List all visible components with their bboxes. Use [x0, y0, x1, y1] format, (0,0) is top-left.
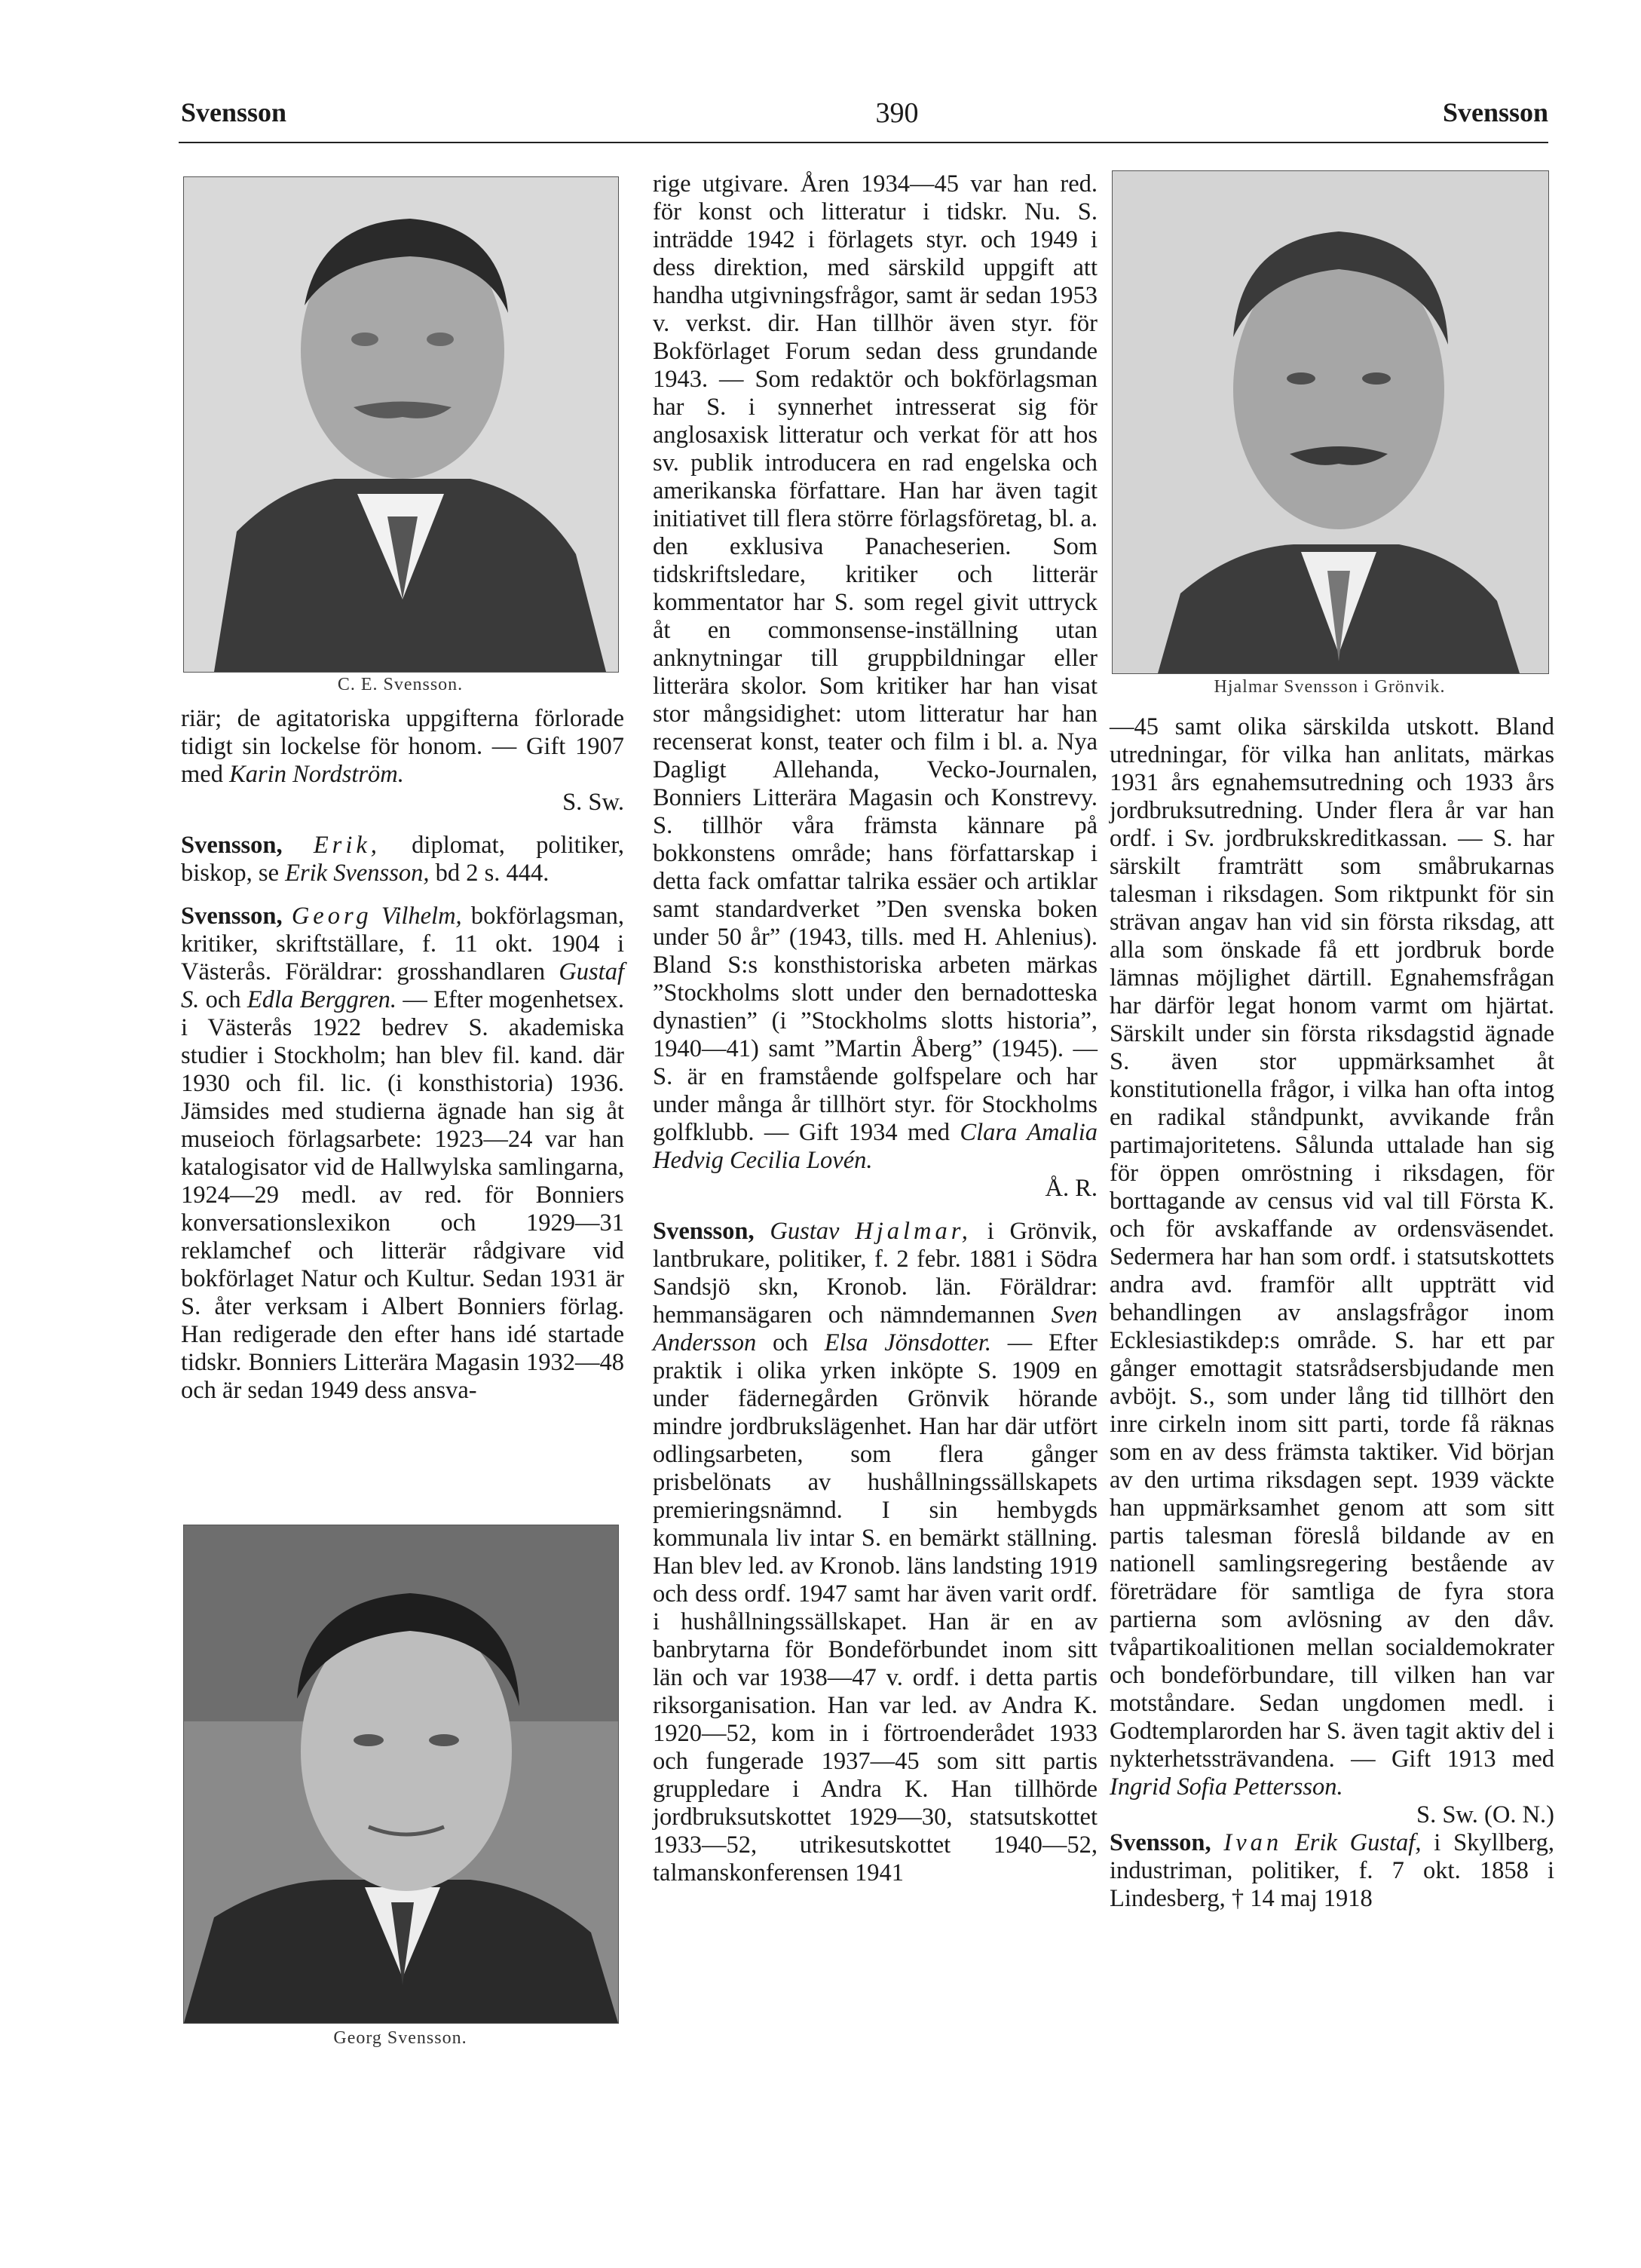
entry-headword: Svensson,: [181, 903, 283, 930]
entry-georg-svensson: [181, 903, 624, 1405]
entry-hjalmar-svensson: [653, 1218, 1098, 1887]
signature: S. Sw.: [562, 789, 624, 816]
cross-reference: Erik Svensson,: [285, 860, 430, 887]
entry-ivan-svensson: [1110, 1829, 1554, 1913]
mother-name: Edla Berggren.: [246, 986, 397, 1013]
photo-caption-georg-svensson: Georg Svensson.: [333, 2028, 467, 2048]
entry-text: bd 2 s. 444.: [429, 860, 550, 887]
entry-text: —45 samt olika särskilda utskott. Bland utredningar, för vilka han anlitats, märkas 1931 års egnahemsutredning och 1933 års jordbruksutredning. Under flera år var han ordf. i Sv. jordbrukskreditkassan. — S. har särskilt framträtt som småbrukarnas talesman i riksdagen. Som riktpunkt för sin strävan angav han vid sin första riksdag, att alla som önskade få ett jordbruk borde lämnas möjlighet därtill. Egnahemsfrågan har därför legat honom varmt om hjärtat. Särskilt under sin första riksdagstid ägnade S. även stor uppmärksamhet åt konstitutionella frågor, i vilka han ofta intog en radikal ståndpunkt, avvikande från partimajoritetens. Sålunda uttalade han sig för öppen omröstning i riksdagen, för borttagande av census vid val till Första K. och för avskaffande av ordensväsendet. Sedermera har han som ordf. i statsutskottets andra avd. framför allt uppträtt vid behandlingen av anslagsfrågor inom Ecklesiastikdep:s område. S. har ett par gånger emottagit statsrådsersbjudande men avböjt. S., som under lång tid tillhört den inre cirkeln inom sitt parti, torde få räknas som en av dess främsta taktiker. Vid början av den urtima riksdagen sept. 1939 väckte han uppmärksamhet genom att som sitt partis talesman föreslå bildande av en nationell samlingsregering bestående av företrädare för samtliga de fyra stora partierna som avlösning av den dåv. tvåpartikoalitionen mellan socialdemokrater och bondeförbundare, till vilken han var motståndare. Sedan ungdomen medl. i Godtemplarorden har S. även tagit aktiv del i nykterhetssträvandena. — Gift 1913 med: [1110, 713, 1554, 1773]
photo-caption-hjalmar-svensson: Hjalmar Svensson i Grönvik.: [1214, 677, 1446, 697]
photo-caption-ce-svensson: C. E. Svensson.: [337, 675, 464, 694]
running-head-left: Svensson: [181, 97, 287, 127]
entry-text: riär; de agitatoriska uppgifterna förlorade tidigt sin lockelse för honom. — Gift 1907 med: [181, 705, 624, 788]
column-3: [1110, 713, 1554, 1913]
entry-given-name-2: Vilhelm,: [372, 903, 462, 930]
entry-text: — Efter praktik i olika yrken inköpte S. 1909 en under fädernegården Grönvik hörande mindre jordbrukslägenhet. Han har där utfört odlingsarbeten, som flera gånger prisbelönats av hushållningssällskapets premieringsnämnd. I sin hembygds kommunala liv intar S. en bemärkt ställning. Han blev led. av Kronob. läns landsting 1919 och dess ordf. 1947 samt har även varit ordf. i hushållningssällskapet. Han är en av banbrytarna för Bondeförbundet inom sitt län och var 1938—47 v. ordf. i detta partis riksorganisation. Han var led. av Andra K. 1920—52, kom in i förtroenderådet 1933 och fungerade 1937—45 som sitt partis gruppledare i Andra K. Han tillhörde jordbruksutskottet 1929—30, statsutskottet 1933—52, utrikesutskottet 1940—52, talmanskonferensen 1941: [653, 1329, 1098, 1886]
column-1: [181, 705, 624, 1405]
entry-headword: Svensson,: [1110, 1829, 1211, 1856]
mother-name: Elsa Jönsdotter.: [824, 1329, 991, 1356]
entry-given-name: Erik,: [313, 832, 381, 859]
header-rule: [179, 142, 1548, 143]
running-head-right: Svensson: [1442, 97, 1548, 127]
entry-headword: Svensson,: [653, 1218, 755, 1245]
portrait-photo-georg-svensson: [183, 1525, 619, 2024]
entry-given-name: Georg: [291, 903, 372, 930]
entry-text: bokförlagsman, kritiker, skriftställare, f. 11 okt. 1904 i Västerås. Föräldrar: grosshandlaren: [181, 903, 624, 985]
entry-erik-svensson: [181, 832, 624, 887]
entry-given-name: Gustav: [770, 1218, 840, 1245]
portrait-photo-ce-svensson: [183, 176, 619, 673]
entry-headword: Svensson,: [181, 832, 283, 859]
spouse-name: Clara Amalia Hedvig Cecilia Lovén.: [653, 1119, 1098, 1174]
entry-given-name-2: Erik Gustaf,: [1282, 1829, 1422, 1856]
entry-ce-svensson-continuation: [181, 705, 624, 789]
signature: S. Sw. (O. N.): [1416, 1801, 1554, 1828]
column-2: [653, 170, 1098, 1887]
entry-given-name-2: Hjalmar,: [855, 1218, 972, 1245]
entry-text: och: [199, 986, 247, 1013]
portrait-photo-hjalmar-svensson: [1112, 170, 1549, 674]
spouse-name: Karin Nordström.: [229, 761, 404, 788]
father-name: Sven Andersson: [653, 1301, 1098, 1356]
entry-text: i Skyllberg, industriman, politiker, f. 7 okt. 1858 i Lindesberg, † 14 maj 1918: [1110, 1829, 1554, 1912]
spouse-name: Ingrid Sofia Pettersson.: [1110, 1773, 1343, 1801]
entry-georg-svensson-continuation: [653, 170, 1098, 1175]
entry-text: — Efter mogenhetsex. i Västerås 1922 bedrev S. akademiska studier i Stockholm; han blev fil. kand. där 1930 och fil. lic. (i konsthistoria) 1936. Jämsides med studierna ägnade han sig åt museioch förlagsarbete: 1923—24 var han katalogisator vid de Hallwylska samlingarna, 1924—29 medl. av red. för Bonniers konversationslexikon och 1929—31 reklamchef och litterär rådgivare vid bokförlaget Natur och Kultur. Sedan 1931 är S. åter verksam i Albert Bonniers förlag. Han redigerade den efter hans idé startade tidskr. Bonniers Litterära Magasin 1932—48 och är sedan 1949 dess ansva-: [181, 986, 624, 1404]
father-name: Gustaf S.: [181, 958, 624, 1013]
entry-text: i Grönvik, lantbrukare, politiker, f. 2 febr. 1881 i Södra Sandsjö skn, Kronob. län. Föräldrar: hemmansägaren och nämndemannen: [653, 1218, 1098, 1329]
page-number: 390: [875, 97, 919, 129]
signature: Å. R.: [1045, 1175, 1098, 1202]
entry-text: diplomat, politiker, biskop, se: [181, 832, 625, 887]
entry-text: rige utgivare. Åren 1934—45 var han red. för konst och litteratur i tidskr. Nu. S. inträdde 1942 i förlagets styr. och 1949 i dess direktion, med särskild uppgift att handha utgivningsfrågor, samt är sedan 1953 v. verkst. dir. Han tillhör även styr. för Bokförlaget Forum sedan dess grundande 1943. — Som redaktör och bokförlagsman har S. i synnerhet intresserat sig för anglosaxisk litteratur och verkat för att hos sv. publik introducera en rad engelska och amerikanska författare. Han har även tagit initiativet till flera större förlagsföretag, bl. a. den exklusiva Panacheserien. Som tidskriftsledare, kritiker och litterär kommentator har S. som regel givit uttryck åt en commonsense-inställning utan anknytningar till gruppbildningar eller litterära skolor. Som kritiker har han visat stor mångsidighet: utom litteratur har han recenserat konst, teater och film i bl. a. Nya Dagligt Allehanda, Vecko-Journalen, Bonniers Litterära Magasin och Konstrevy. S. tillhör våra främsta kännare på bokkonstens område; hans författarskap i detta fack omfattar talrika essäer och artiklar samt standardverket ”Den svenska boken under 50 år” (1943, tills. med H. Ahlenius). Bland S:s konsthistoriska arbeten märkas ”Stockholms slott under den bernadotteska dynastien” (i ”Stockholms slotts historia”, 1940—41) samt ”Martin Åberg” (1945). — S. är en framstående golfspelare och har under många år tillhört styr. för Stockholms golfklubb. — Gift 1934 med: [653, 170, 1098, 1146]
entry-text: och: [756, 1329, 825, 1356]
entry-given-name: Ivan: [1223, 1829, 1283, 1856]
entry-hjalmar-svensson-continuation: [1110, 713, 1554, 1801]
